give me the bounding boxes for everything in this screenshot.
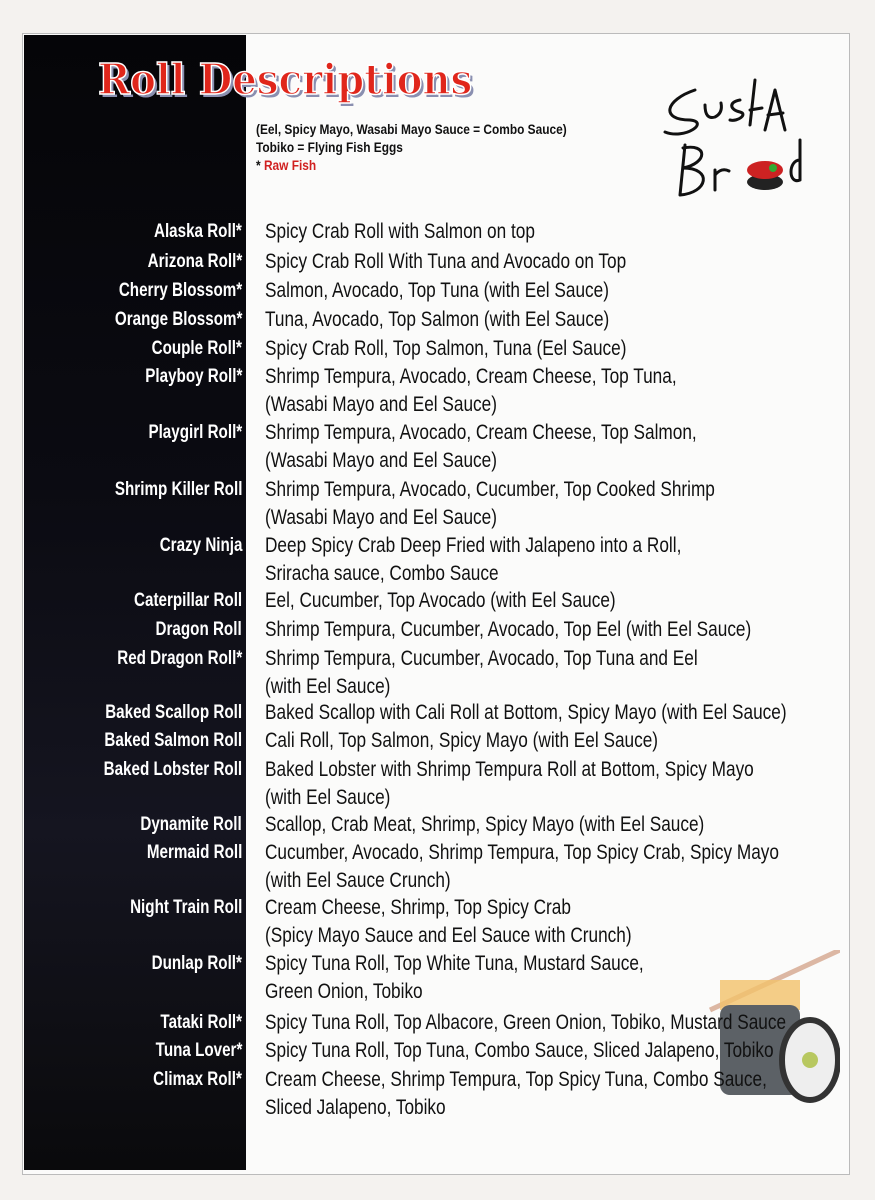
description-line: Shrimp Tempura, Cucumber, Avocado, Top Tuna and Eel bbox=[265, 647, 698, 670]
description-line: (with Eel Sauce) bbox=[265, 786, 391, 809]
description-line: Deep Spicy Crab Deep Fried with Jalapeno into a Roll, bbox=[265, 534, 682, 557]
description-line: Shrimp Tempura, Avocado, Cream Cheese, Top Tuna, bbox=[265, 365, 677, 388]
description-line: Green Onion, Tobiko bbox=[265, 980, 423, 1003]
description-line: (Wasabi Mayo and Eel Sauce) bbox=[265, 393, 497, 416]
description-line: Baked Lobster with Shrimp Tempura Roll at Bottom, Spicy Mayo bbox=[265, 758, 754, 781]
description-line: Spicy Tuna Roll, Top White Tuna, Mustard Sauce, bbox=[265, 952, 644, 975]
description-line: Spicy Crab Roll with Salmon on top bbox=[265, 220, 535, 243]
tobiko-note: Tobiko = Flying Fish Eggs bbox=[256, 139, 403, 155]
description-line: Tuna, Avocado, Top Salmon (with Eel Sauce) bbox=[265, 308, 610, 331]
description-line: Sriracha sauce, Combo Sauce bbox=[265, 562, 499, 585]
description-line: Cream Cheese, Shrimp, Top Spicy Crab bbox=[265, 896, 571, 919]
roll-name: Baked Salmon Roll bbox=[104, 730, 242, 751]
roll-description bbox=[265, 727, 658, 755]
raw-fish-note: * Raw Fish bbox=[256, 157, 317, 173]
roll-description bbox=[265, 476, 715, 532]
description-line: Spicy Tuna Roll, Top Albacore, Green Onion, Tobiko, Mustard Sauce bbox=[265, 1011, 787, 1034]
roll-name: Red Dragon Roll* bbox=[117, 648, 242, 669]
roll-description bbox=[265, 248, 626, 276]
description-line: Scallop, Crab Meat, Shrimp, Spicy Mayo (with Eel Sauce) bbox=[265, 813, 705, 836]
roll-description bbox=[265, 645, 698, 701]
roll-name: Crazy Ninja bbox=[159, 535, 242, 556]
roll-name: Baked Lobster Roll bbox=[103, 759, 242, 780]
roll-name: Arizona Roll* bbox=[147, 251, 242, 272]
roll-description bbox=[265, 218, 535, 246]
description-line: Cali Roll, Top Salmon, Spicy Mayo (with Eel Sauce) bbox=[265, 729, 659, 752]
roll-description bbox=[265, 1066, 767, 1122]
roll-description bbox=[265, 277, 609, 305]
roll-name: Climax Roll* bbox=[153, 1069, 242, 1090]
roll-description bbox=[265, 306, 609, 334]
roll-name: Couple Roll* bbox=[151, 338, 242, 359]
roll-description bbox=[265, 839, 779, 895]
legend-notes bbox=[256, 120, 567, 174]
roll-name: Caterpillar Roll bbox=[133, 590, 242, 611]
description-line: (with Eel Sauce) bbox=[265, 675, 391, 698]
roll-name: Playgirl Roll* bbox=[148, 422, 242, 443]
roll-description bbox=[265, 419, 697, 475]
roll-name: Night Train Roll bbox=[129, 897, 242, 918]
description-line: Cream Cheese, Shrimp Tempura, Top Spicy Tuna, Combo Sauce, bbox=[265, 1068, 767, 1091]
roll-name: Tuna Lover* bbox=[155, 1040, 242, 1061]
roll-description bbox=[265, 894, 632, 950]
roll-description bbox=[265, 811, 704, 839]
description-line: Baked Scallop with Cali Roll at Bottom, Spicy Mayo (with Eel Sauce) bbox=[265, 701, 787, 724]
roll-description bbox=[265, 587, 616, 615]
roll-name: Orange Blossom* bbox=[114, 309, 242, 330]
description-line: (with Eel Sauce Crunch) bbox=[265, 869, 451, 892]
description-line: (Spicy Mayo Sauce and Eel Sauce with Crunch) bbox=[265, 924, 632, 947]
roll-name: Mermaid Roll bbox=[146, 842, 242, 863]
roll-description bbox=[265, 1009, 786, 1037]
roll-description bbox=[265, 363, 677, 419]
description-line: Shrimp Tempura, Avocado, Cucumber, Top Cooked Shrimp bbox=[265, 478, 715, 501]
description-line: Eel, Cucumber, Top Avocado (with Eel Sauce) bbox=[265, 589, 616, 612]
description-line: (Wasabi Mayo and Eel Sauce) bbox=[265, 506, 497, 529]
page-title: Roll Descriptions bbox=[98, 55, 473, 104]
roll-name: Alaska Roll* bbox=[154, 221, 242, 242]
sushi-bros-logo bbox=[655, 70, 825, 200]
description-line: Spicy Tuna Roll, Top Tuna, Combo Sauce, Sliced Jalapeno, Tobiko bbox=[265, 1039, 774, 1062]
description-line: Cucumber, Avocado, Shrimp Tempura, Top Spicy Crab, Spicy Mayo bbox=[265, 841, 779, 864]
roll-name: Playboy Roll* bbox=[144, 366, 242, 387]
roll-name: Shrimp Killer Roll bbox=[114, 479, 242, 500]
roll-name: Tataki Roll* bbox=[160, 1012, 242, 1033]
roll-description bbox=[265, 699, 787, 727]
combo-sauce-note: (Eel, Spicy Mayo, Wasabi Mayo Sauce = Combo Sauce) bbox=[256, 121, 567, 137]
roll-name: Dragon Roll bbox=[155, 619, 242, 640]
roll-description bbox=[265, 950, 644, 1006]
description-line: Shrimp Tempura, Cucumber, Avocado, Top Eel (with Eel Sauce) bbox=[265, 618, 752, 641]
roll-description bbox=[265, 532, 681, 588]
roll-description bbox=[265, 616, 751, 644]
roll-name: Dunlap Roll* bbox=[151, 953, 242, 974]
roll-description bbox=[265, 1037, 774, 1065]
description-line: Sliced Jalapeno, Tobiko bbox=[265, 1096, 446, 1119]
roll-name: Cherry Blossom* bbox=[118, 280, 242, 301]
roll-name: Baked Scallop Roll bbox=[105, 702, 242, 723]
description-line: Spicy Crab Roll, Top Salmon, Tuna (Eel Sauce) bbox=[265, 337, 627, 360]
roll-name: Dynamite Roll bbox=[140, 814, 242, 835]
roll-description bbox=[265, 335, 626, 363]
description-line: Shrimp Tempura, Avocado, Cream Cheese, Top Salmon, bbox=[265, 421, 697, 444]
description-line: Salmon, Avocado, Top Tuna (with Eel Sauce) bbox=[265, 279, 609, 302]
description-line: Spicy Crab Roll With Tuna and Avocado on Top bbox=[265, 250, 627, 273]
roll-description bbox=[265, 756, 754, 812]
description-line: (Wasabi Mayo and Eel Sauce) bbox=[265, 449, 497, 472]
